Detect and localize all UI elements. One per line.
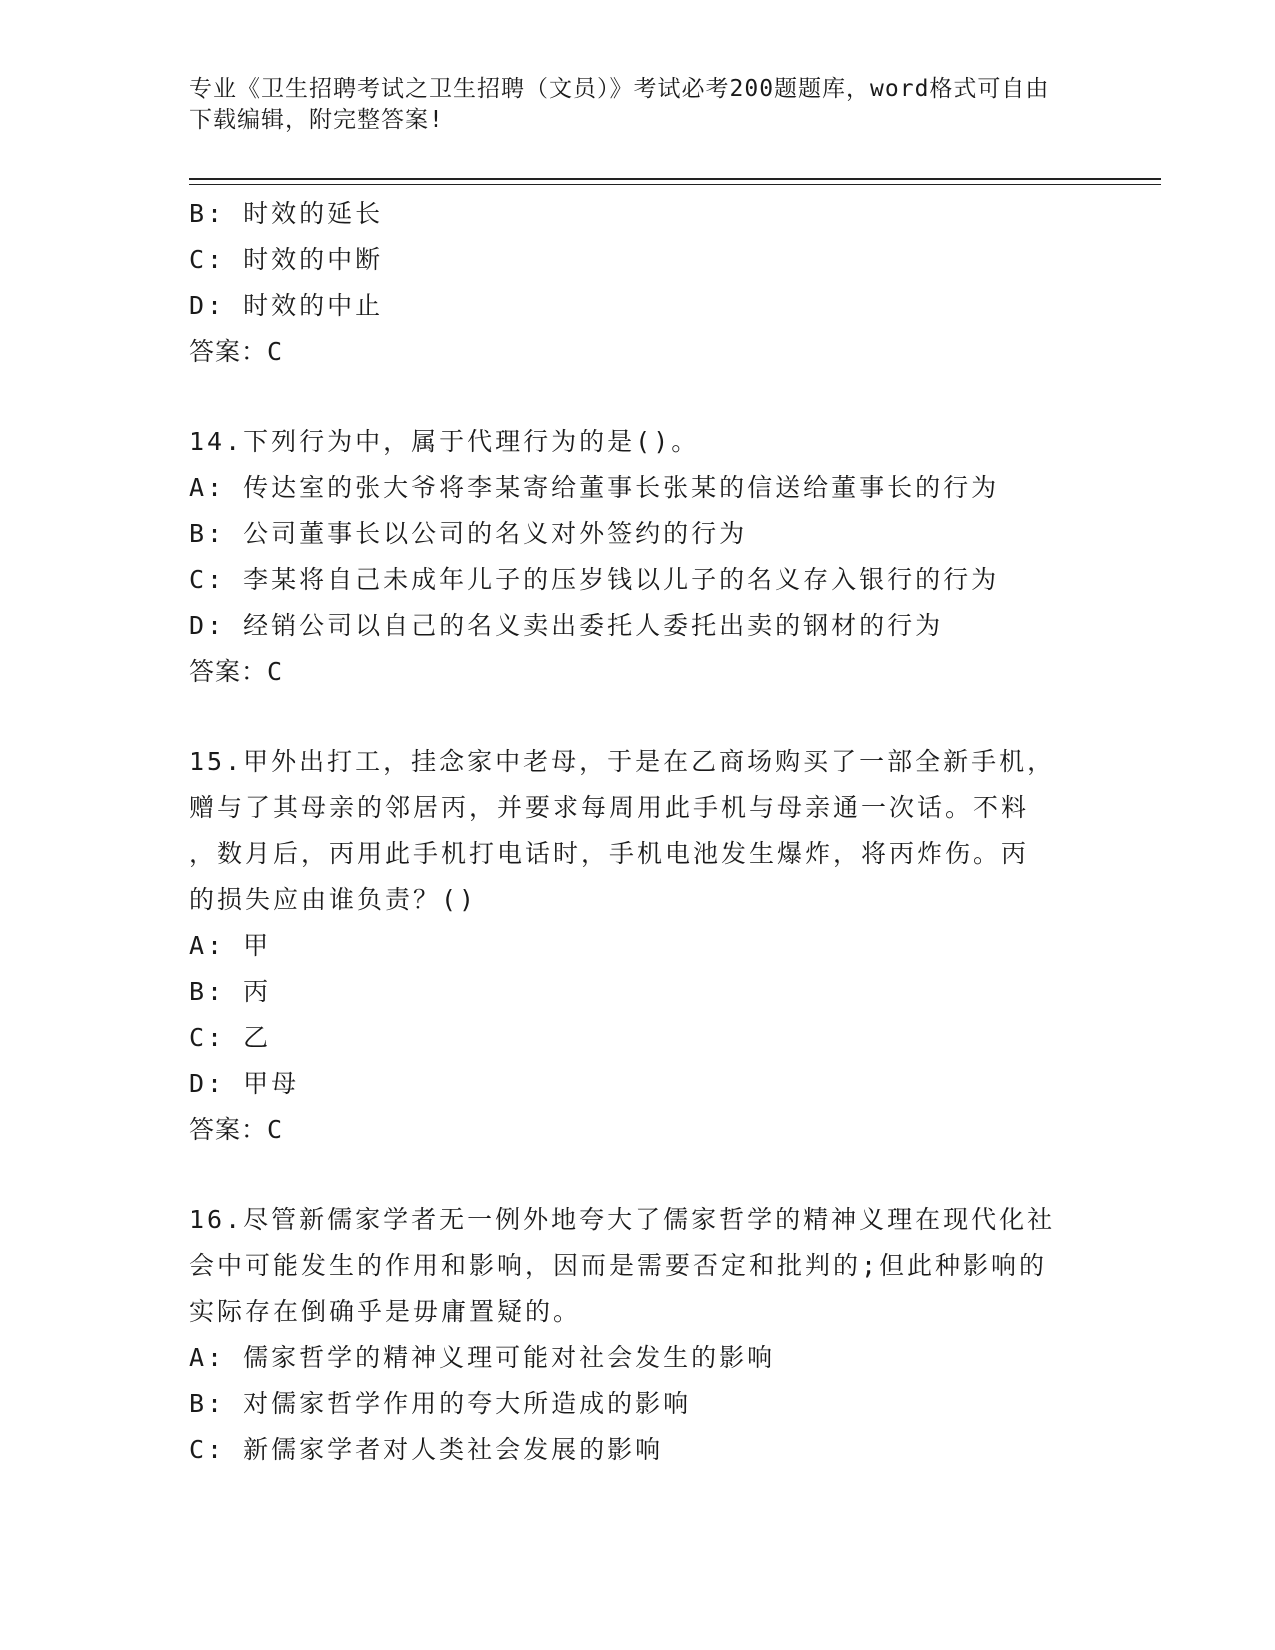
question-stem-line: 会中可能发生的作用和影响，因而是需要否定和批判的;但此种影响的 xyxy=(189,1251,1048,1280)
option-a: A: 儒家哲学的精神义理可能对社会发生的影响 xyxy=(189,1343,776,1372)
question-stem-line: 赠与了其母亲的邻居丙，并要求每周用此手机与母亲通一次话。不料 xyxy=(189,793,1030,822)
option-d: D: 时效的中止 xyxy=(189,291,384,320)
option-c: C: 时效的中断 xyxy=(189,245,384,274)
header-rule-thick xyxy=(189,178,1161,180)
header-rule-thin xyxy=(189,184,1161,185)
question-stem-line: 15.甲外出打工，挂念家中老母，于是在乙商场购买了一部全新手机， xyxy=(189,747,1056,776)
spacer xyxy=(189,695,1089,739)
option-b: B: 公司董事长以公司的名义对外签约的行为 xyxy=(189,519,748,548)
answer: 答案：C xyxy=(189,337,284,366)
question-stem-line: 16.尽管新儒家学者无一例外地夸大了儒家哲学的精神义理在现代化社 xyxy=(189,1205,1056,1234)
spacer xyxy=(189,1153,1089,1197)
option-b: B: 对儒家哲学作用的夸大所造成的影响 xyxy=(189,1389,692,1418)
question-stem-line: 实际存在倒确乎是毋庸置疑的。 xyxy=(189,1297,582,1326)
document-body xyxy=(189,191,1089,1473)
option-a: A: 甲 xyxy=(189,931,272,960)
option-c: C: 李某将自己未成年儿子的压岁钱以儿子的名义存入银行的行为 xyxy=(189,565,1000,594)
question-stem-line: ，数月后，丙用此手机打电话时，手机电池发生爆炸，将丙炸伤。丙 xyxy=(189,839,1030,868)
question-13-continued xyxy=(189,191,1089,375)
answer: 答案：C xyxy=(189,1115,284,1144)
option-c: C: 乙 xyxy=(189,1023,272,1052)
option-d: D: 经销公司以自己的名义卖出委托人委托出卖的钢材的行为 xyxy=(189,611,944,640)
answer: 答案：C xyxy=(189,657,284,686)
option-d: D: 甲母 xyxy=(189,1069,300,1098)
option-b: B: 丙 xyxy=(189,977,272,1006)
question-15 xyxy=(189,739,1089,1153)
option-b: B: 时效的延长 xyxy=(189,199,384,228)
option-c: C: 新儒家学者对人类社会发展的影响 xyxy=(189,1435,664,1464)
question-stem-line: 的损失应由谁负责？() xyxy=(189,885,478,914)
document-header xyxy=(189,74,1069,136)
header-text: 专业《卫生招聘考试之卫生招聘（文员）》考试必考200题题库，word格式可自由下载编辑，附完整答案! xyxy=(189,76,1050,133)
question-16 xyxy=(189,1197,1089,1473)
spacer xyxy=(189,375,1089,419)
question-14 xyxy=(189,419,1089,695)
question-stem: 14.下列行为中，属于代理行为的是()。 xyxy=(189,427,700,456)
option-a: A: 传达室的张大爷将李某寄给董事长张某的信送给董事长的行为 xyxy=(189,473,1000,502)
